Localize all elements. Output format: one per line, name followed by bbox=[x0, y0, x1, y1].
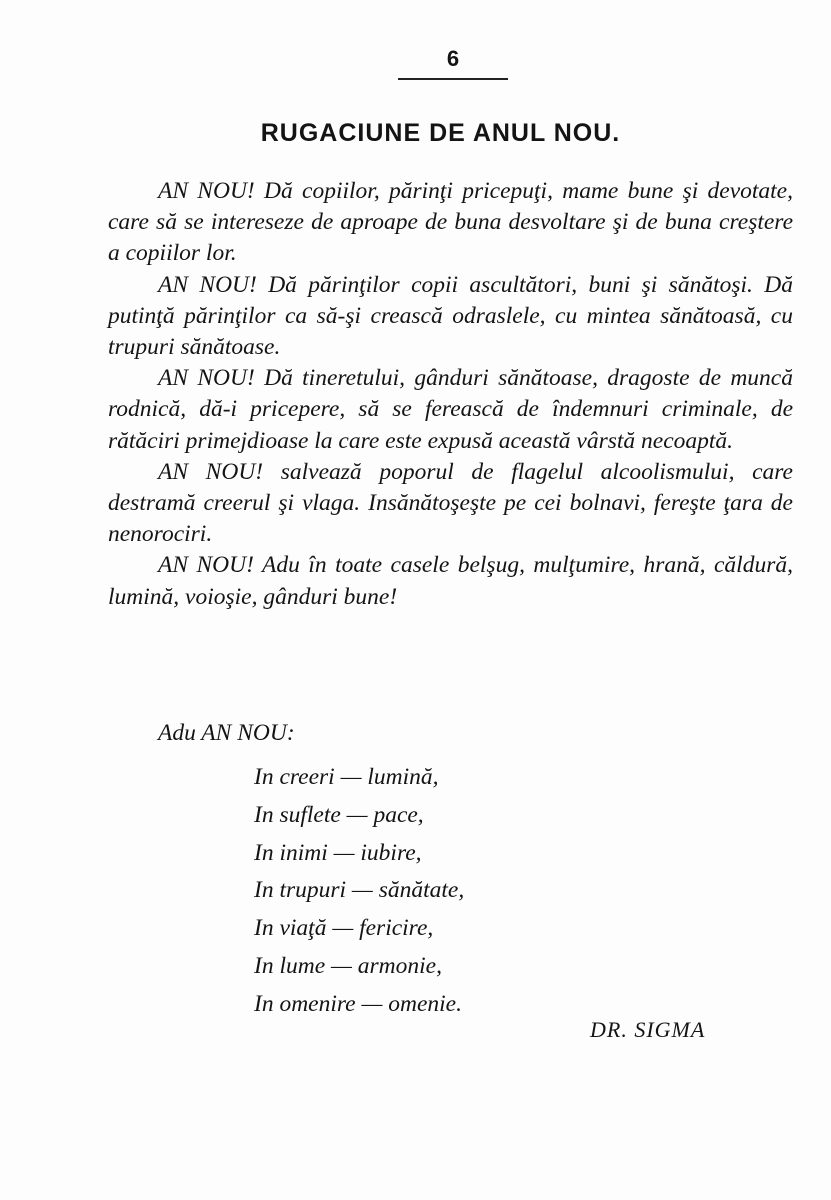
paragraph-lead: AN NOU! bbox=[158, 552, 254, 579]
poem-line: In trupuri — sănătate, bbox=[254, 877, 465, 904]
author-signature: DR. SIGMA bbox=[590, 1017, 706, 1042]
paragraph-text: Adu în toate casele belşug, mulţumire, hrană, căldură, lumină, voioşie, gânduri bune! bbox=[108, 552, 793, 610]
paragraph-2 bbox=[108, 270, 793, 364]
paragraph-text: Dă părinţilor copii ascultători, buni şi sănătoşi. Dă putinţă părinţilor ca să-şi crească odraslele, cu mintea sănătoasă, cu trupuri sănătoase. bbox=[108, 271, 793, 361]
page-number: 6 bbox=[446, 46, 460, 71]
paragraph-text: Dă tineretului, gânduri sănătoase, dragoste de muncă rodnică, dă-i pricepere, să se ferească de îndemnuri criminale, de rătăciri primejdioase la care este expusă această vârstă necoaptă. bbox=[108, 365, 793, 454]
paragraph-5 bbox=[108, 550, 793, 612]
paragraph-lead: AN NOU! bbox=[158, 458, 264, 485]
paragraph-text: salvează poporul de flagelul alcoolismului, care destramă creerul şi vlaga. Insănătoşeşte pe cei bolnavi, fereşte ţara de nenorociri. bbox=[108, 458, 793, 548]
page-number-rule bbox=[398, 78, 508, 80]
poem-line: In inimi — iubire, bbox=[254, 839, 422, 866]
adu-an-nou-line: Adu AN NOU: bbox=[158, 720, 295, 746]
paragraph-1 bbox=[108, 176, 793, 270]
poem-line: In suflete — pace, bbox=[254, 801, 424, 828]
page-title: RUGACIUNE DE ANUL NOU. bbox=[260, 119, 621, 147]
prayer-body bbox=[108, 176, 793, 613]
poem-stanza bbox=[254, 759, 464, 1024]
paragraph-lead: AN NOU! bbox=[158, 365, 255, 392]
paragraph-text: Dă copiilor, părinţi pricepuţi, mame bune şi devotate, care să se intereseze de aproape de buna desvoltare şi de buna creştere a copiilor lor. bbox=[108, 178, 793, 267]
paragraph-4 bbox=[108, 457, 793, 551]
paragraph-lead: AN NOU! bbox=[158, 178, 255, 204]
paragraph-lead: AN NOU! bbox=[158, 271, 257, 298]
poem-line: In lume — armonie, bbox=[254, 952, 442, 979]
poem-line: In creeri — lumină, bbox=[254, 764, 439, 790]
paragraph-3 bbox=[108, 363, 793, 457]
poem-line: In viaţă — fericire, bbox=[254, 915, 434, 942]
poem-line: In omenire — omenie. bbox=[254, 990, 462, 1017]
